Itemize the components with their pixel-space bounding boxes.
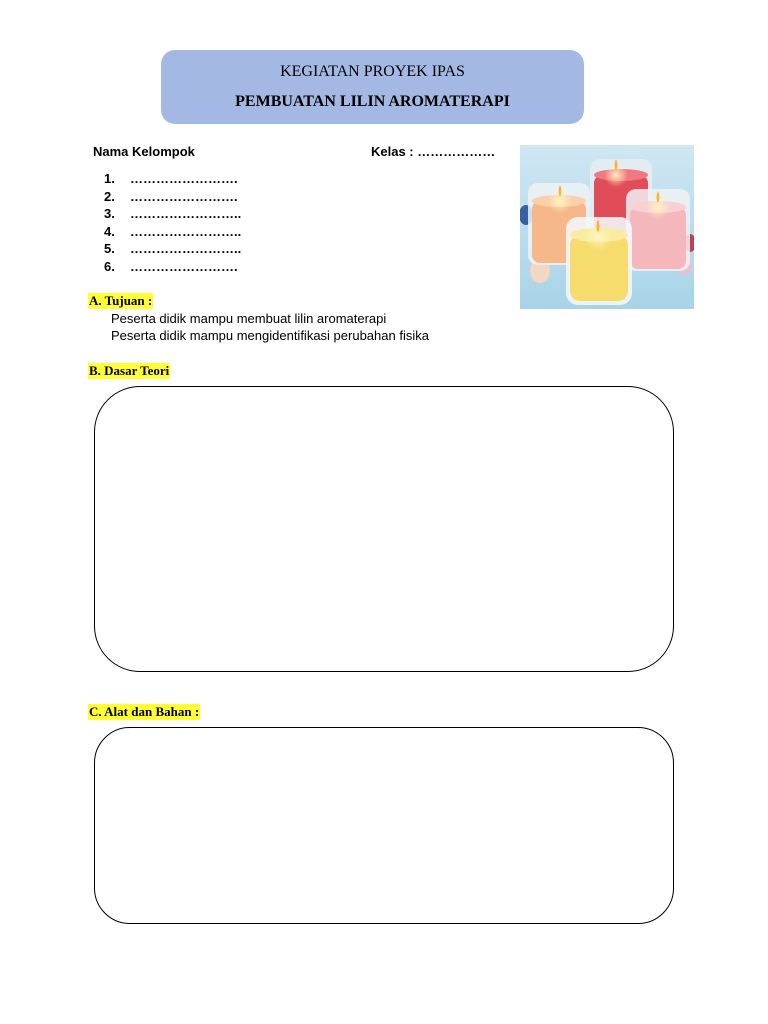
member-item xyxy=(104,170,241,188)
member-number: 1. xyxy=(104,171,115,186)
candle-photo xyxy=(520,145,694,309)
class-label: Kelas : ……………… xyxy=(371,144,496,159)
section-heading-materials: C. Alat dan Bahan : xyxy=(89,704,200,719)
member-number: 3. xyxy=(104,206,115,222)
title-line-activity: KEGIATAN PROYEK IPAS xyxy=(280,63,465,80)
section-heading-goals: A. Tujuan : xyxy=(89,293,153,308)
title-line-topic: PEMBUATAN LILIN AROMATERAPI xyxy=(235,93,510,110)
title-banner xyxy=(161,50,584,124)
member-blank: ……………………. xyxy=(130,188,238,204)
member-blank: ……………………. xyxy=(130,171,238,186)
section-heading-theory: B. Dasar Teori xyxy=(89,363,170,378)
member-number: 4. xyxy=(104,223,115,239)
goal-item: Peserta didik mampu mengidentifikasi perubahan fisika xyxy=(111,328,429,343)
member-blank: ……………………. xyxy=(130,258,238,274)
member-blank: …………………….. xyxy=(130,223,242,239)
member-item xyxy=(104,188,241,206)
theory-answer-box[interactable] xyxy=(94,386,674,672)
goal-item: Peserta didik mampu membuat lilin aromaterapi xyxy=(111,311,387,326)
member-blank: …………………….. xyxy=(130,206,242,222)
member-item xyxy=(104,240,241,258)
member-blank: …………………….. xyxy=(130,241,242,257)
member-item xyxy=(104,205,241,223)
materials-answer-box[interactable] xyxy=(94,727,674,924)
member-list xyxy=(104,170,241,276)
member-number: 2. xyxy=(104,188,115,204)
member-number: 6. xyxy=(104,258,115,274)
member-number: 5. xyxy=(104,241,115,257)
group-name-label: Nama Kelompok xyxy=(93,144,195,159)
member-item xyxy=(104,223,241,241)
member-item xyxy=(104,258,241,276)
